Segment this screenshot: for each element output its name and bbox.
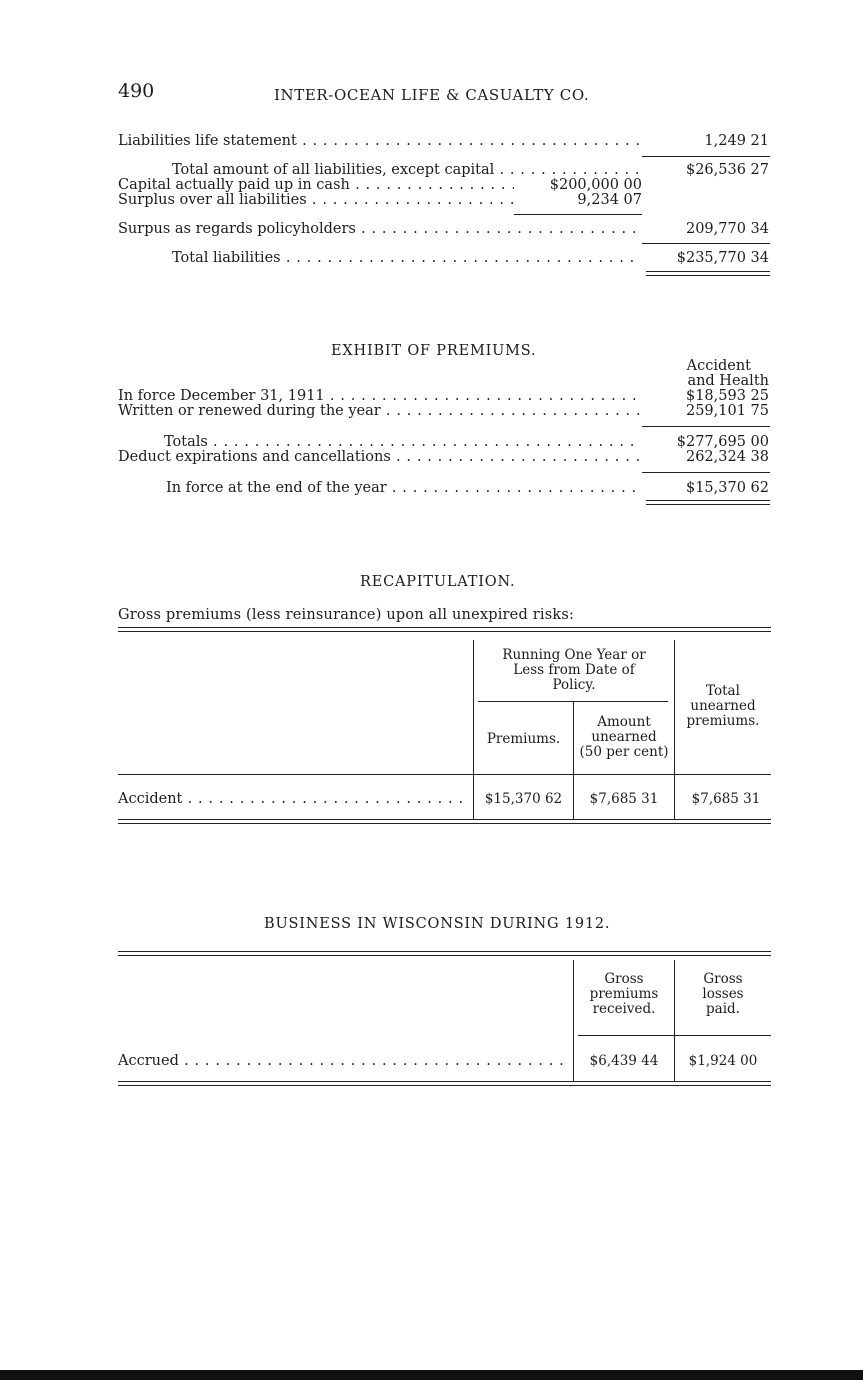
premiums-row-label: Deduct expirations and cancellations . . . xyxy=(118,449,640,465)
divider xyxy=(478,701,668,702)
recap-premiums-header: Premiums. xyxy=(486,731,561,747)
recap-total-header xyxy=(675,684,771,729)
page-header-title: INTER-OCEAN LIFE & CASUALTY CO. xyxy=(274,86,590,104)
recap-amount-header xyxy=(574,715,674,760)
divider xyxy=(118,774,771,775)
recap-row-premiums: $15,370 62 xyxy=(484,791,563,807)
header-line: unearned xyxy=(591,729,657,745)
liabilities-life-label: Liabilities life statement . . . xyxy=(118,133,640,149)
divider xyxy=(578,1035,771,1036)
premiums-row-value: $15,370 62 xyxy=(685,480,769,496)
premiums-row-label: In force at the end of the year . . . xyxy=(166,480,640,496)
wisconsin-losses-header xyxy=(675,972,771,1017)
recap-group-header xyxy=(474,648,674,693)
premiums-title: EXHIBIT OF PREMIUMS. xyxy=(331,343,537,359)
double-rule xyxy=(646,500,770,505)
wisconsin-row-losses: $1,924 00 xyxy=(688,1053,758,1069)
premiums-row-label: In force December 31, 1911 . . . xyxy=(118,388,640,404)
premiums-row-value: 259,101 75 xyxy=(685,403,769,419)
table-top-rule xyxy=(118,951,771,956)
premiums-row-value: $18,593 25 xyxy=(685,388,769,404)
header-line: unearned xyxy=(690,698,756,714)
surplus-policyholders-label: Surpus as regards policyholders . . . xyxy=(118,221,640,237)
column-divider xyxy=(674,640,675,820)
capital-value: $200,000 00 xyxy=(549,177,642,193)
wisconsin-row-premiums: $6,439 44 xyxy=(589,1053,659,1069)
header-line: Amount xyxy=(597,714,651,730)
header-line: Gross xyxy=(604,971,644,987)
recap-row-label: Accident . . . xyxy=(118,791,468,807)
header-line: received. xyxy=(592,1001,656,1017)
wisconsin-row-label: Accrued . . . xyxy=(118,1053,568,1069)
total-except-capital-value: $26,536 27 xyxy=(685,162,769,178)
header-line: Policy. xyxy=(552,677,596,693)
total-liabilities-label: Total liabilities . . . xyxy=(172,250,640,266)
premiums-row-label: Written or renewed during the year . . . xyxy=(118,403,640,419)
table-bottom-rule xyxy=(118,1081,771,1086)
premiums-row-label: Totals . . . xyxy=(164,434,640,450)
wisconsin-title: BUSINESS IN WISCONSIN DURING 1912. xyxy=(264,916,611,932)
recap-title: RECAPITULATION. xyxy=(360,574,516,590)
liabilities-life-value: 1,249 21 xyxy=(704,133,769,149)
recap-subtitle: Gross premiums (less reinsurance) upon all unexpired risks: xyxy=(118,607,575,623)
capital-label: Capital actually paid up in cash . . . xyxy=(118,177,514,193)
surplus-label: Surplus over all liabilities . . . xyxy=(118,192,514,208)
header-line: Gross xyxy=(703,971,743,987)
header-line: Total xyxy=(706,683,740,699)
double-rule xyxy=(646,271,770,276)
divider xyxy=(642,156,770,157)
surplus-value: 9,234 07 xyxy=(577,192,642,208)
table-bottom-rule xyxy=(118,819,771,824)
divider xyxy=(642,243,770,244)
header-line: losses xyxy=(702,986,744,1002)
total-liabilities-value: $235,770 34 xyxy=(676,250,769,266)
header-line: Less from Date of xyxy=(513,662,635,678)
wisconsin-premiums-header xyxy=(574,972,674,1017)
header-line: Running One Year or xyxy=(502,647,646,663)
premiums-col-header-2: and Health xyxy=(687,373,769,389)
table-top-rule xyxy=(118,627,771,632)
surplus-policyholders-value: 209,770 34 xyxy=(685,221,769,237)
divider xyxy=(514,214,642,215)
total-except-capital-label: Total amount of all liabilities, except capital . . . xyxy=(172,162,640,178)
recap-row-unearned: $7,685 31 xyxy=(589,791,659,807)
premiums-row-value: $277,695 00 xyxy=(676,434,769,450)
premiums-row-value: 262,324 38 xyxy=(685,449,769,465)
divider xyxy=(642,426,770,427)
page-number: 490 xyxy=(118,80,155,102)
recap-row-total: $7,685 31 xyxy=(691,791,761,807)
header-line: paid. xyxy=(706,1001,740,1017)
header-line: (50 per cent) xyxy=(579,744,669,760)
header-line: premiums xyxy=(589,986,659,1002)
premiums-col-header-1: Accident xyxy=(686,358,751,374)
scan-bottom-border xyxy=(0,1370,863,1380)
header-line: premiums. xyxy=(686,713,760,729)
divider xyxy=(642,472,770,473)
